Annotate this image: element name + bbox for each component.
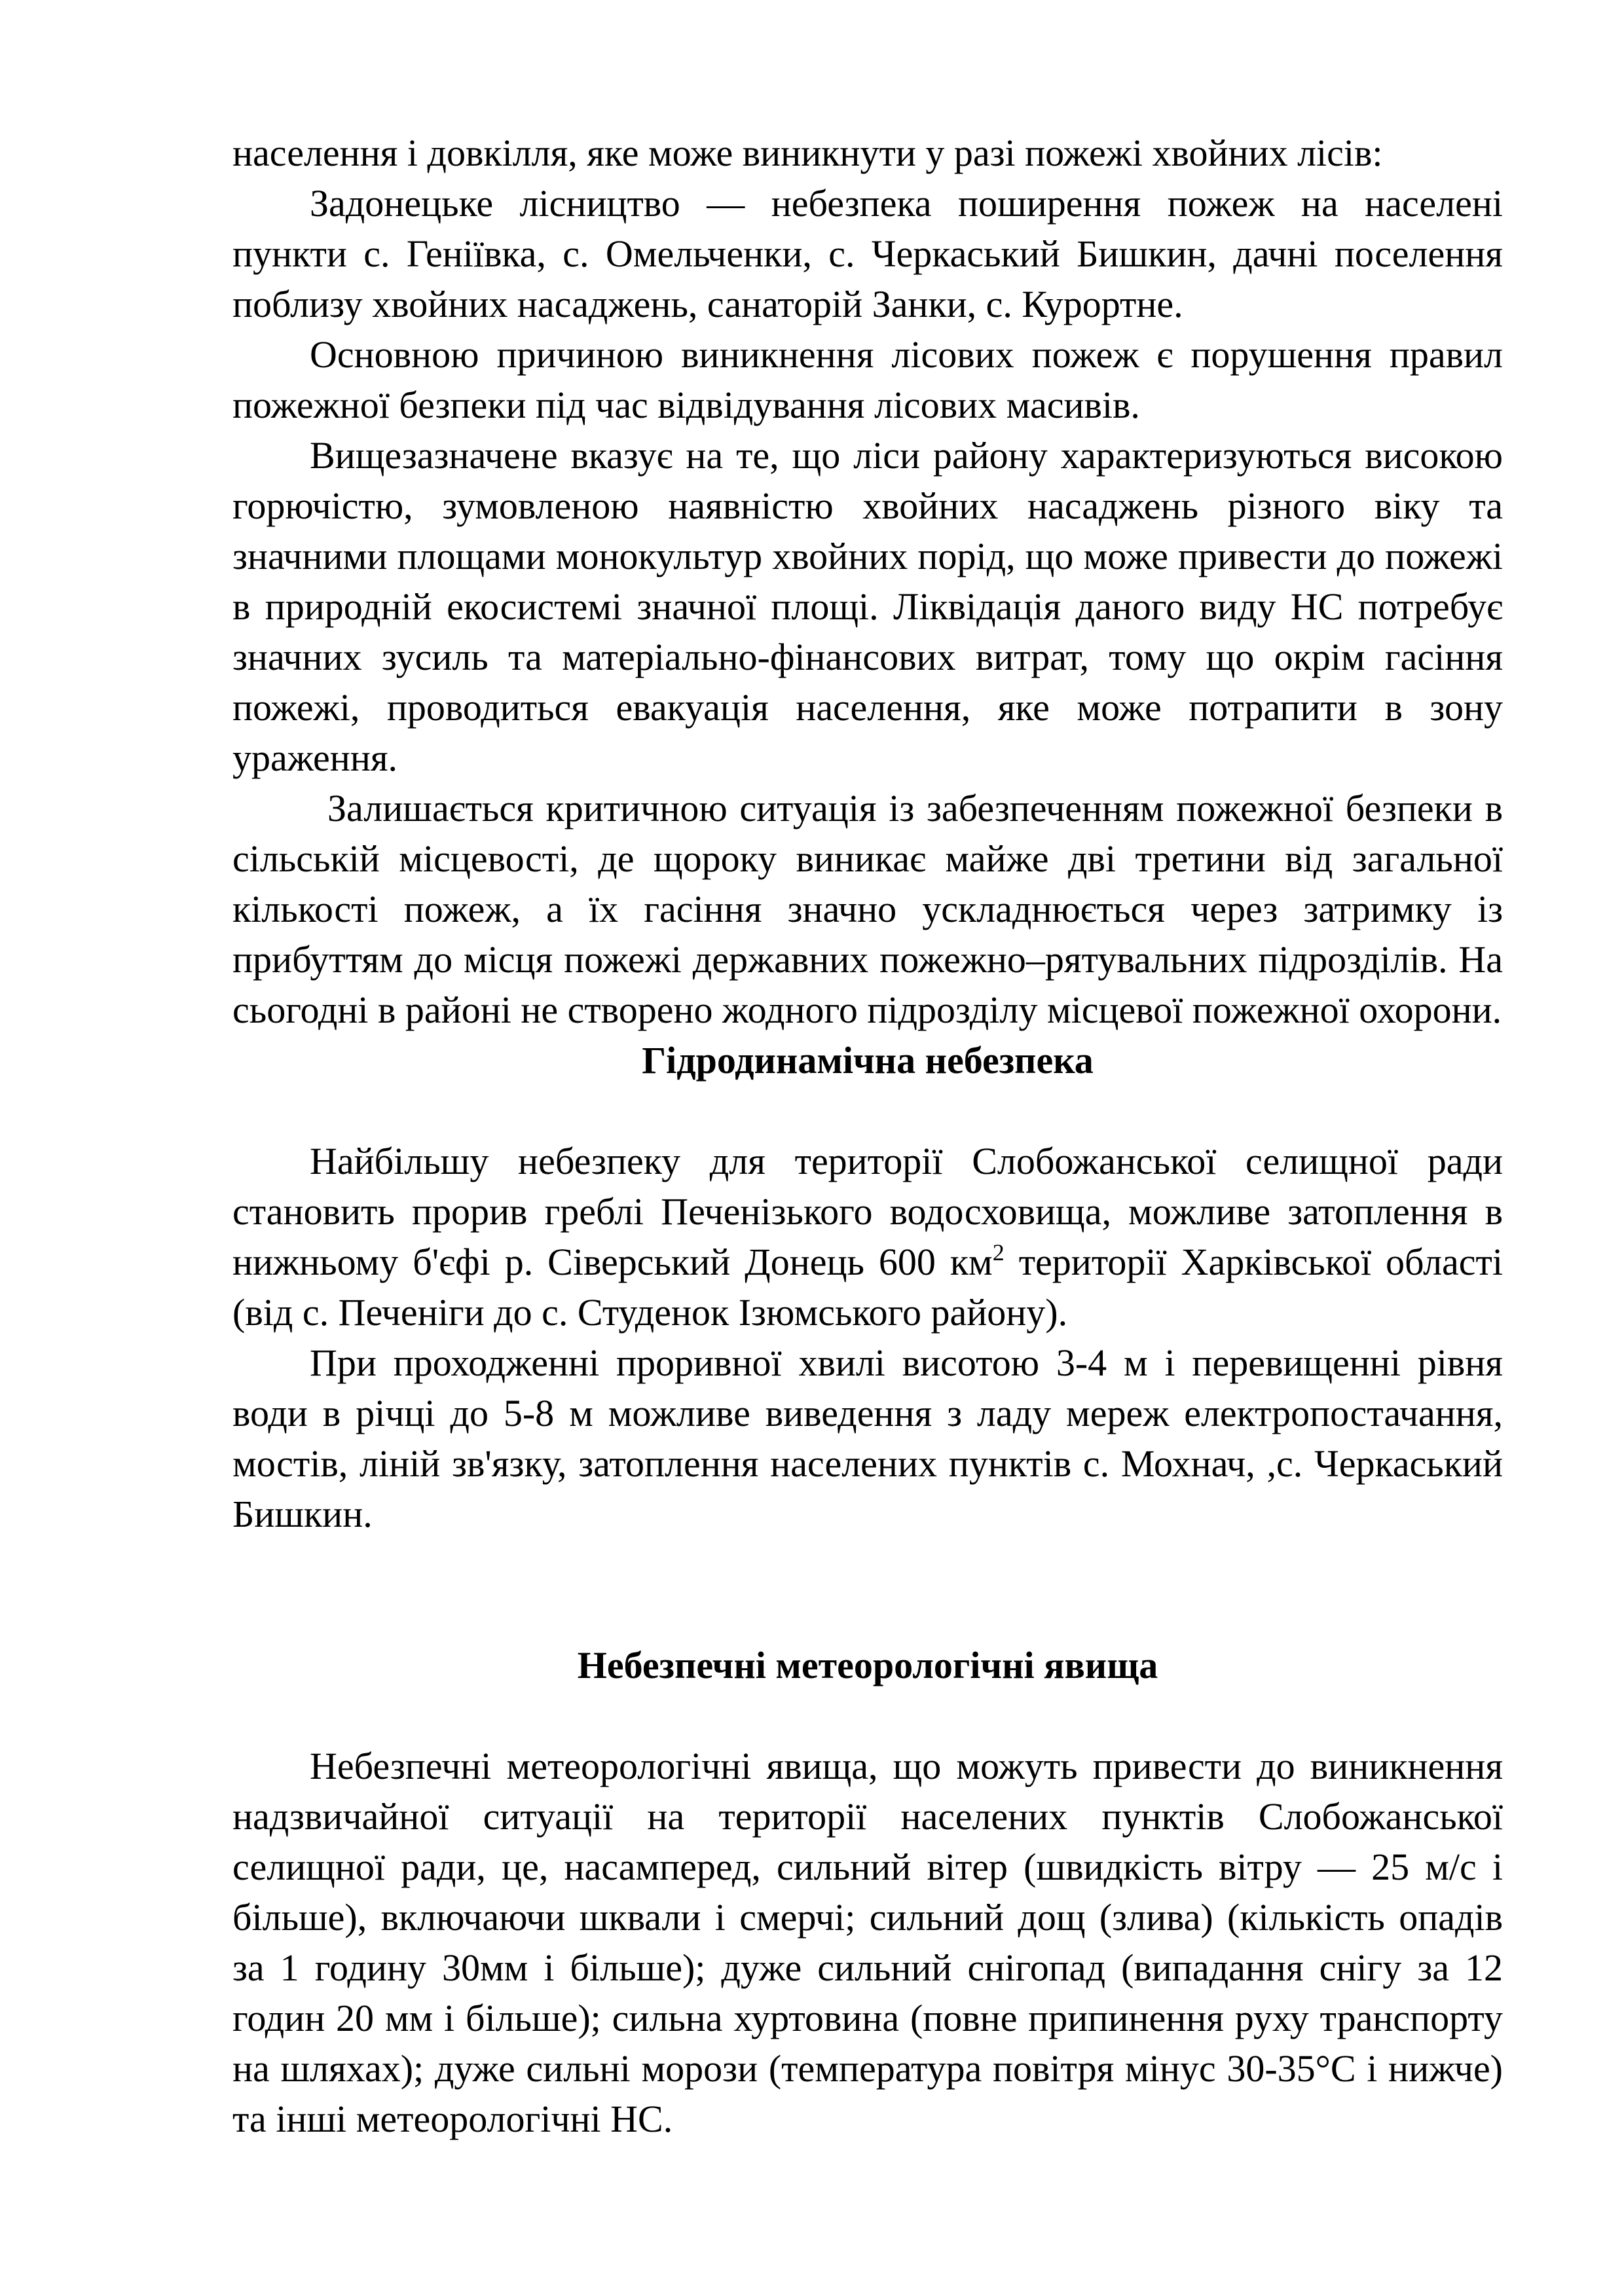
paragraph-forest-flammability: Вищезазначене вказує на те, що ліси району характеризуються високою горючістю, зумовленою наявністю хвойних насаджень різного віку та значними площами монокультур хвойних порід, що може привести до пожежі в природній екосистемі значної площі. Ліквідація даного виду НС потребує значних зусиль та матеріально-фінансових витрат, тому що окрім гасіння пожежі, проводиться евакуація населення, яке може потрапити в зону ураження. xyxy=(232,434,1503,779)
paragraph-zadonetske: Задонецьке лісництво — небезпека поширення пожеж на населені пункти с. Геніївка, с. Омельченки, с. Черкаський Бишкин, дачні поселення поблизу хвойних насаджень, санаторій Занки, с. Курортне. xyxy=(232,182,1503,325)
superscript-2: 2 xyxy=(992,1239,1005,1266)
paragraph-fire-intro: населення і довкілля, яке може виникнути у разі пожежі хвойних лісів: xyxy=(232,132,1383,174)
heading-meteorological: Небезпечні метеорологічні явища xyxy=(577,1644,1158,1686)
dam-breach-text-end: території Харківської області (від с. Печеніги до с. Студенок Ізюмського району). xyxy=(232,1241,1504,1334)
paragraph-rural-fire-safety: Залишається критичною ситуація із забезпеченням пожежної безпеки в сільській місцевості, де щороку виникає майже дві третини від загальної кількості пожеж, а їх гасіння значно ускладнюється через затримку із прибуттям до місця пожежі державних пожежно–рятувальних підрозділів. На сьогодні в районі не створено жодного підрозділу місцевої пожежної охорони. xyxy=(232,787,1503,1031)
paragraph-meteorological-hazards: Небезпечні метеорологічні явища, що можуть привести до виникнення надзвичайної ситуації на території населених пунктів Слобожанської селищної ради, це, насамперед, сильний вітер (швидкість вітру — 25 м/с і більше), включаючи шквали і смерчі; сильний дощ (злива) (кількість опадів за 1 годину 30мм і більше); дуже сильний снігопад (випадання снігу за 12 годин 20 мм і більше); сильна хуртовина (повне припинення руху транспорту на шляхах); дуже сильні морози (температура повітря мінус 30-35°С і нижче) та інші метеорологічні НС. xyxy=(232,1745,1503,2140)
heading-hydrodynamic: Гідродинамічна небезпека xyxy=(642,1039,1094,1082)
paragraph-dam-breach xyxy=(232,1136,1503,1338)
spacer xyxy=(232,1085,1503,1136)
paragraph-flood-wave: При проходженні проривної хвилі висотою 3-4 м і перевищенні рівня води в річці до 5-8 м можливе виведення з ладу мереж електропостачання, мостів, ліній зв'язку, затоплення населених пунктів с. Мохнач, ,с. Черкаський Бишкин. xyxy=(232,1341,1503,1535)
paragraph-main-cause: Основною причиною виникнення лісових пожеж є порушення правил пожежної безпеки під час відвідування лісових масивів. xyxy=(232,333,1503,426)
document-page xyxy=(232,128,1503,2144)
spacer xyxy=(232,1539,1503,1640)
dam-breach-text: Найбільшу небезпеку для території Слобожанської селищної ради становить прорив греблі Печенізького водосховища, можливе затоплення в нижньому б'єфі р. Сіверський Донець 600 км xyxy=(232,1140,1503,1283)
spacer xyxy=(232,1690,1503,1741)
